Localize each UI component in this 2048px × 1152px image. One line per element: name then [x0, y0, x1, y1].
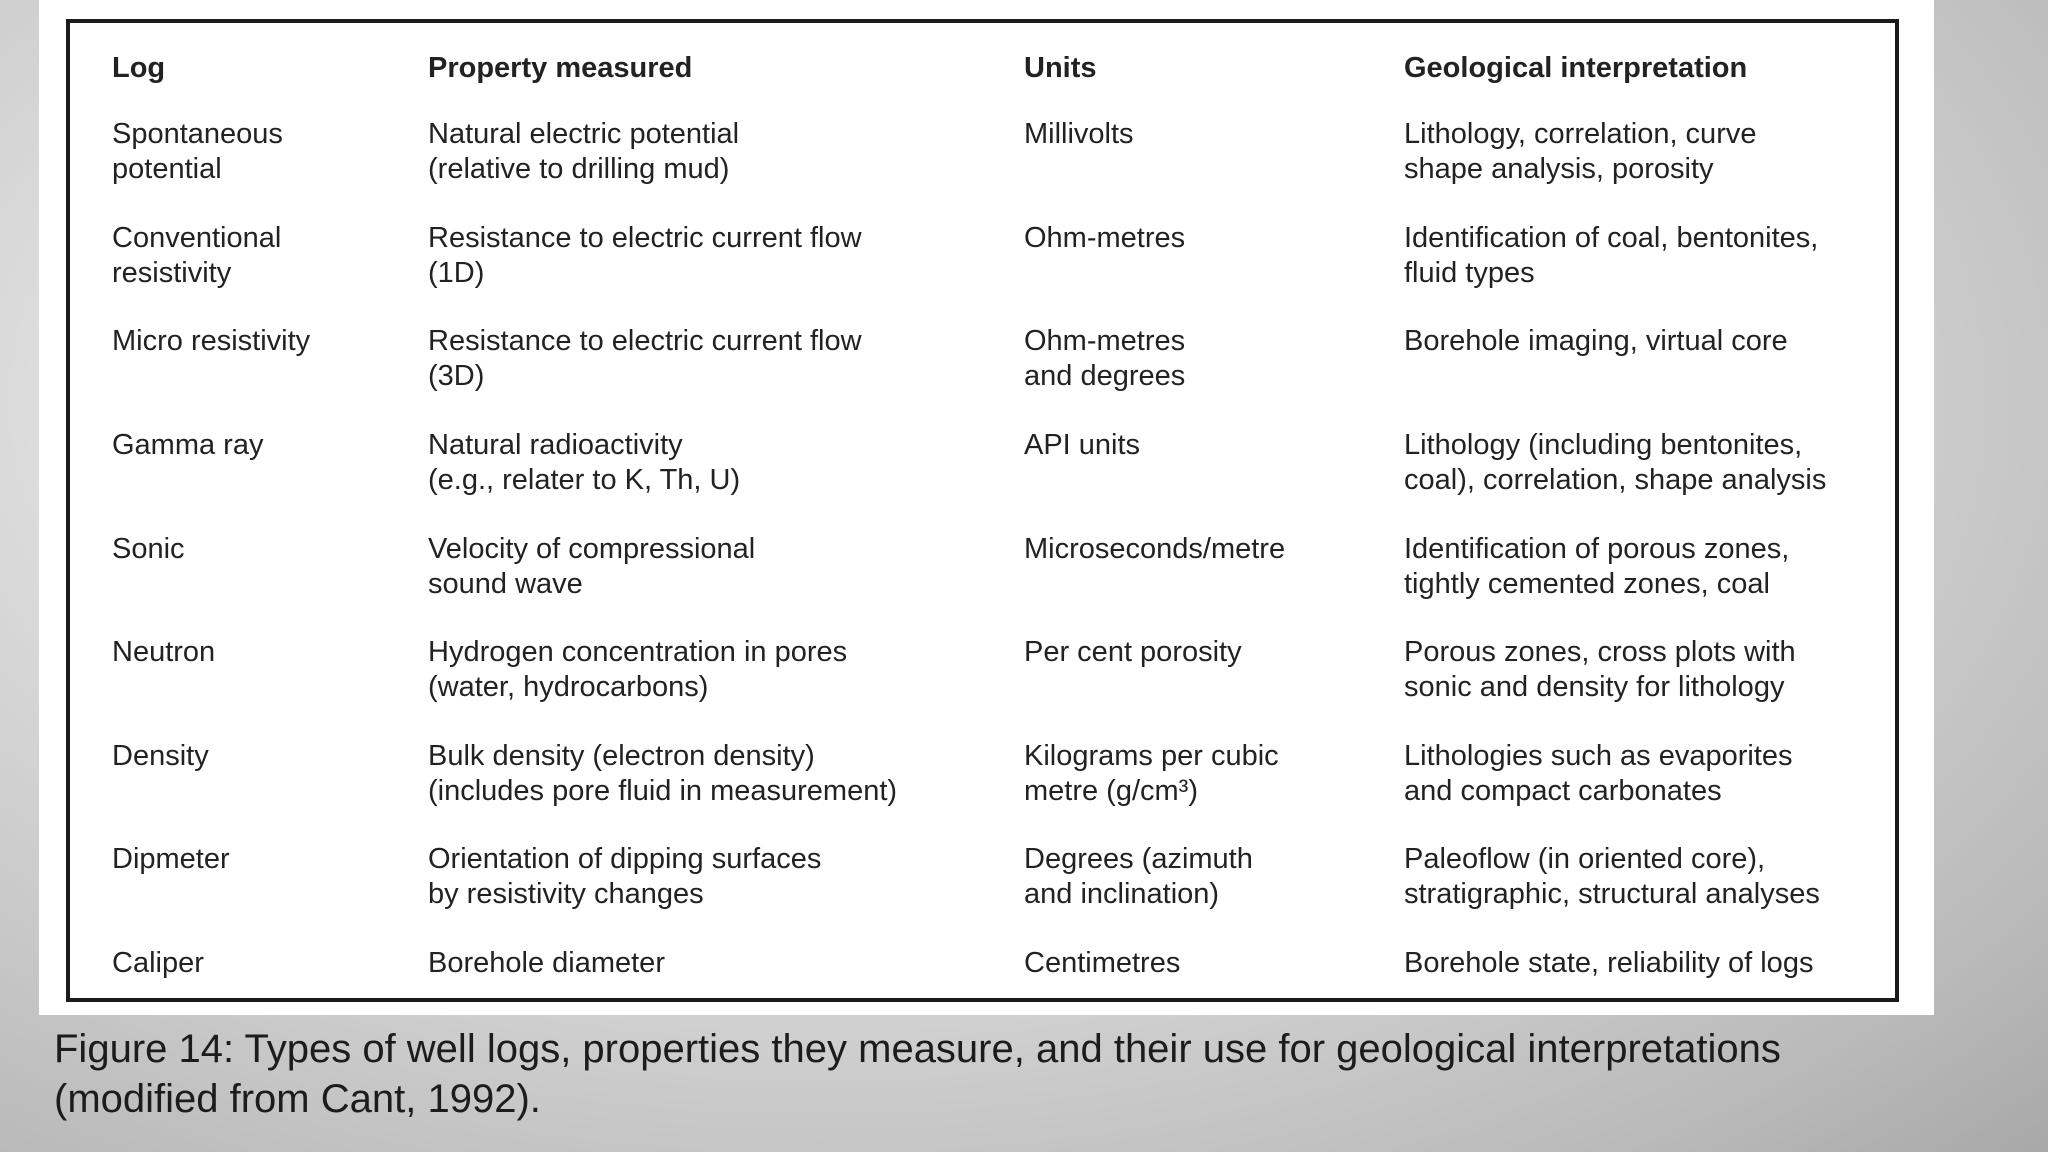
cell-property: Borehole diameter	[428, 947, 665, 980]
cell-interpretation: Lithology, correlation, curve shape analysis, porosity	[1404, 118, 1757, 185]
cell-property: Hydrogen concentration in pores (water, hydrocarbons)	[428, 636, 848, 704]
table-row	[70, 532, 1895, 636]
cell-units: Microseconds/metre	[1024, 532, 1286, 565]
cell-property: Orientation of dipping surfaces by resistivity changes	[428, 843, 822, 911]
cell-property: Bulk density (electron density) (includes pore fluid in measurement)	[428, 739, 898, 807]
cell-interpretation: Identification of coal, bentonites, fluid types	[1404, 221, 1819, 289]
cell-interpretation: Borehole imaging, virtual core	[1404, 325, 1788, 358]
cell-units: Per cent porosity	[1024, 636, 1242, 669]
cell-interpretation: Porous zones, cross plots with sonic and density for lithology	[1404, 636, 1796, 704]
caption-line-1: Figure 14: Types of well logs, properties they measure, and their use for geological interpretations	[54, 1027, 1781, 1071]
cell-units: Kilograms per cubic metre (g/cm³)	[1024, 739, 1279, 807]
cell-log: Sonic	[112, 532, 185, 565]
well-log-table-frame	[66, 19, 1899, 1002]
cell-log: Micro resistivity	[112, 325, 311, 358]
cell-property: Resistance to electric current flow (3D)	[428, 325, 862, 393]
cell-units: Ohm-metres	[1024, 221, 1186, 254]
cell-units: Millivolts	[1024, 118, 1134, 150]
table-row	[70, 739, 1895, 843]
header-geological-interpretation: Geological interpretation	[1404, 52, 1748, 84]
cell-interpretation: Borehole state, reliability of logs	[1404, 947, 1814, 980]
cell-units: Degrees (azimuth and inclination)	[1024, 843, 1253, 911]
table-row	[70, 221, 1895, 325]
cell-units: Centimetres	[1024, 947, 1181, 980]
cell-log: Neutron	[112, 636, 216, 669]
cell-units: Ohm-metres and degrees	[1024, 325, 1186, 393]
cell-interpretation: Lithologies such as evaporites and compact carbonates	[1404, 739, 1793, 807]
cell-log: Dipmeter	[112, 843, 230, 876]
cell-log: Density	[112, 739, 209, 772]
table-header-row	[70, 23, 1895, 117]
caption-line-2: (modified from Cant, 1992).	[54, 1077, 541, 1121]
table-row	[70, 946, 1895, 998]
cell-property: Resistance to electric current flow (1D)	[428, 221, 862, 289]
table-row	[70, 324, 1895, 428]
header-property-measured: Property measured	[428, 52, 693, 84]
well-log-table	[70, 23, 1895, 998]
cell-property: Velocity of compressional sound wave	[428, 532, 756, 600]
cell-log: Conventional resistivity	[112, 221, 282, 289]
cell-interpretation: Identification of porous zones, tightly cemented zones, coal	[1404, 532, 1790, 600]
table-row	[70, 635, 1895, 739]
figure-paper	[39, 0, 1934, 1015]
table-row	[70, 117, 1895, 221]
header-units: Units	[1024, 52, 1097, 84]
header-log: Log	[112, 52, 166, 84]
figure-caption	[54, 1024, 2004, 1124]
cell-property: Natural radioactivity (e.g., relater to K, Th, U)	[428, 428, 741, 496]
cell-log: Spontaneous potential	[112, 118, 283, 185]
cell-units: API units	[1024, 428, 1141, 461]
cell-interpretation: Paleoflow (in oriented core), stratigraphic, structural analyses	[1404, 843, 1820, 911]
table-row	[70, 842, 1895, 946]
cell-log: Caliper	[112, 947, 204, 980]
cell-log: Gamma ray	[112, 428, 264, 461]
cell-property: Natural electric potential (relative to drilling mud)	[428, 118, 740, 185]
table-row	[70, 428, 1895, 532]
cell-interpretation: Lithology (including bentonites, coal), correlation, shape analysis	[1404, 428, 1827, 496]
